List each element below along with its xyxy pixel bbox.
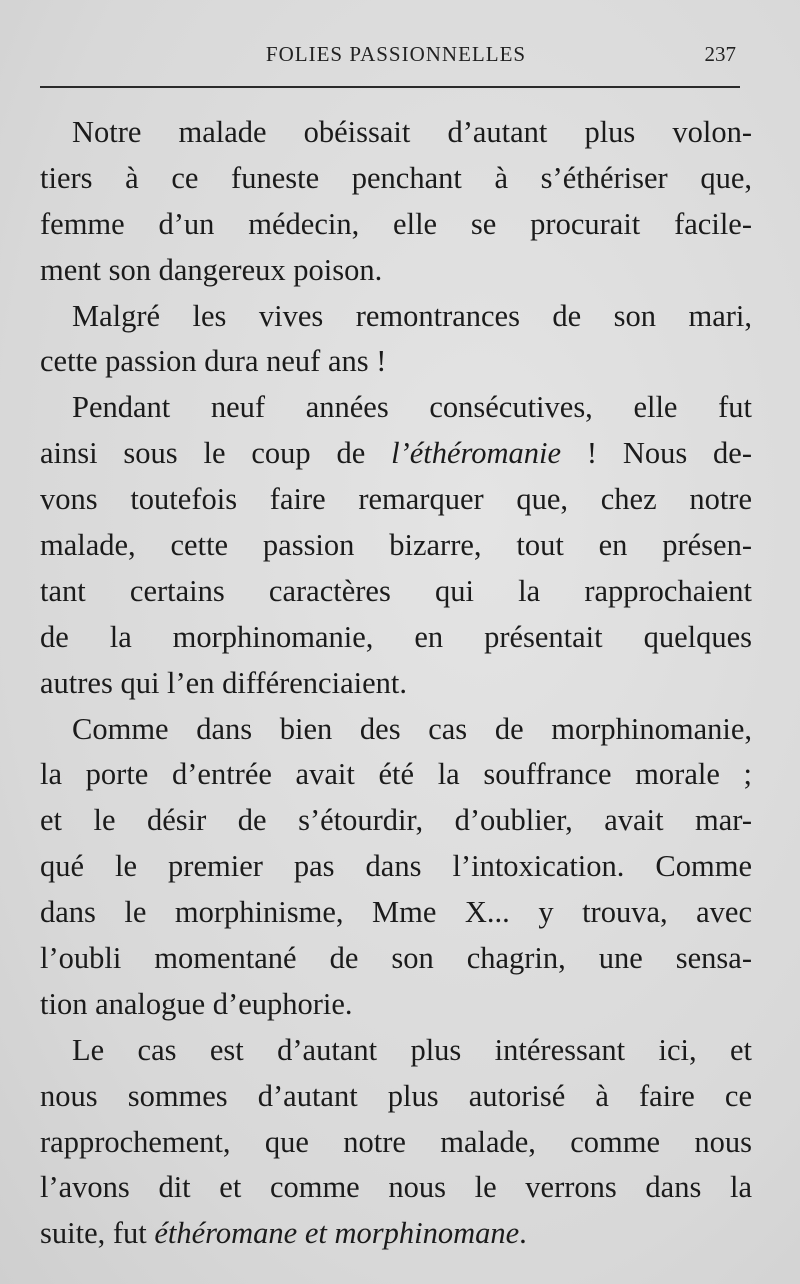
- text-line: [40, 431, 752, 477]
- text-line: [40, 1211, 752, 1257]
- text-line: [40, 1074, 752, 1120]
- text-line: [40, 294, 752, 340]
- text-line: [40, 707, 752, 753]
- text-line: [40, 798, 752, 844]
- text-segment: l’oubli momentané de son chagrin, une sensa-: [40, 941, 752, 976]
- text-line: [40, 661, 752, 707]
- text-segment: ainsi sous le coup de: [40, 436, 392, 471]
- text-segment: tiers à ce funeste penchant à s’éthériser que,: [40, 160, 752, 195]
- text-segment: qué le premier pas dans l’intoxication. Comme: [40, 849, 752, 884]
- text-segment: l’éthéromanie: [391, 436, 562, 471]
- text-line: [40, 248, 752, 294]
- text-segment: éthéromane et morphinomane: [154, 1216, 520, 1251]
- text-segment: femme d’un médecin, elle se procurait facile-: [40, 206, 752, 241]
- text-line: [40, 615, 752, 661]
- body-text: [40, 110, 752, 1257]
- text-segment: Le cas est d’autant plus intéressant ici, et: [72, 1032, 752, 1067]
- text-segment: et le désir de s’étourdir, d’oublier, avait mar-: [40, 803, 752, 838]
- text-segment: dans le morphinisme, Mme X... y trouva, avec: [40, 895, 752, 930]
- text-segment: ment son dangereux poison.: [40, 252, 383, 287]
- text-segment: vons toutefois faire remarquer que, chez notre: [40, 482, 752, 517]
- text-line: [40, 1165, 752, 1211]
- text-segment: malade, cette passion bizarre, tout en présen-: [40, 528, 752, 563]
- text-segment: Comme dans bien des cas de morphinomanie,: [72, 711, 752, 746]
- text-line: [40, 1028, 752, 1074]
- text-segment: Notre malade obéissait d’autant plus volon-: [72, 115, 752, 149]
- text-line: [40, 202, 752, 248]
- text-segment: Malgré les vives remontrances de son mari,: [72, 298, 752, 333]
- text-line: [40, 569, 752, 615]
- page-header: [40, 38, 752, 74]
- text-segment: .: [519, 1216, 527, 1251]
- text-line: [40, 156, 752, 202]
- text-segment: tant certains caractères qui la rapprochaient: [40, 573, 752, 608]
- text-segment: de la morphinomanie, en présentait quelques: [40, 619, 752, 654]
- text-line: [40, 1120, 752, 1166]
- header-rule: [40, 86, 740, 88]
- text-line: [40, 477, 752, 523]
- text-segment: nous sommes d’autant plus autorisé à faire ce: [40, 1078, 752, 1113]
- text-segment: l’avons dit et comme nous le verrons dans la: [40, 1170, 752, 1205]
- text-segment: rapprochement, que notre malade, comme nous: [40, 1124, 752, 1159]
- text-line: [40, 385, 752, 431]
- text-segment: Pendant neuf années consécutives, elle fut: [72, 390, 752, 425]
- text-line: [40, 339, 752, 385]
- text-line: [40, 890, 752, 936]
- text-segment: tion analogue d’euphorie.: [40, 986, 353, 1021]
- text-segment: ! Nous de-: [561, 436, 753, 471]
- text-segment: cette passion dura neuf ans !: [40, 344, 387, 379]
- text-segment: suite, fut: [40, 1216, 155, 1251]
- text-line: [40, 110, 752, 156]
- running-title: FOLIES PASSIONNELLES: [265, 42, 527, 66]
- text-line: [40, 844, 752, 890]
- text-segment: autres qui l’en différenciaient.: [40, 665, 407, 700]
- text-line: [40, 936, 752, 982]
- text-segment: la porte d’entrée avait été la souffrance morale ;: [40, 757, 752, 792]
- text-line: [40, 982, 752, 1028]
- text-line: [40, 752, 752, 798]
- text-line: [40, 523, 752, 569]
- page-number: 237: [704, 42, 736, 66]
